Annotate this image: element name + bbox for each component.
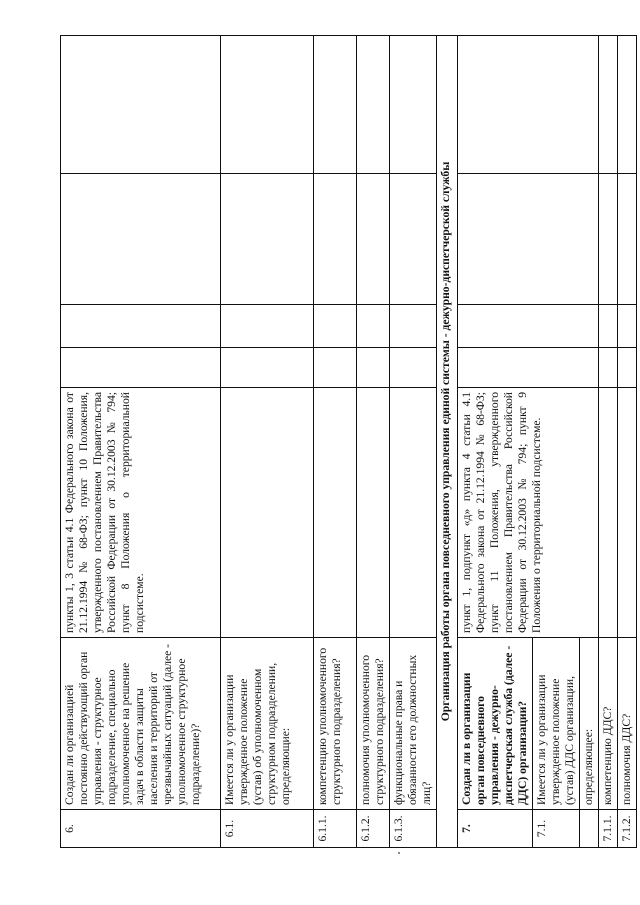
answer-yes-cell [458,348,599,388]
comment-cell [314,36,357,174]
question-cell: Создан ли в организации орган повседневного управления - дежурно-диспетчерская служба (далее - ДДС) организации? [458,638,533,810]
question-cell: Создан ли организацией постоянно действующий орган управления - структурное подразделение, специально уполномоченное на решение задач в области защиты населения и территорий от чрезвычайных ситуаций (далее - уполномоченное структурное подразделение)? [61,638,221,810]
section-row [437,36,458,848]
question-cell: компетенцию уполномоченного структурного подразделения? [314,638,357,810]
answer-no-cell [458,305,599,348]
answer-no-cell [314,305,357,348]
table-row [599,36,618,848]
legal-basis-cell: пункты 1, 3 статьи 4.1 Федерального закона от 21.12.1994 № 68-ФЗ; пункт 10 Положения, утвержденного постановлением Правительства Российской Федерации от 30.12.2003 № 794; пункт 8 Положения о территориальной подсистеме. [61,388,221,638]
table-row [221,36,314,848]
comment-cell [390,36,437,174]
question-cell: полномочия ДДС? [618,638,637,810]
row-number: 6.1.2. [357,810,390,848]
answer-no-cell [390,305,437,348]
question-cell: функциональные права и обязанности его должностных лиц? [390,638,437,810]
not-applicable-cell [61,174,221,305]
row-number: 6.1. [221,810,314,848]
answer-no-cell [618,305,637,348]
legal-basis-cell [618,388,637,638]
table-row [314,36,357,848]
row-number: 6.1.1. [314,810,357,848]
row-number: 7.1.2. [618,810,637,848]
answer-no-cell [357,305,390,348]
row-number: 7. [458,810,533,848]
comment-cell [221,36,314,174]
table-row [61,36,221,848]
not-applicable-cell [390,174,437,305]
legal-basis-cell [599,388,618,638]
answer-yes-cell [61,348,221,388]
answer-no-cell [221,305,314,348]
answer-no-cell [599,305,618,348]
row-number: 6. [61,810,221,848]
table-row [618,36,637,848]
comment-cell [599,36,618,174]
not-applicable-cell [618,174,637,305]
row-number: 6.1.3. [390,810,437,848]
checklist-table [60,35,637,848]
row-number [580,810,599,848]
comment-cell [618,36,637,174]
comment-cell [458,36,599,174]
not-applicable-cell [599,174,618,305]
row-number: 7.1. [533,810,580,848]
legal-basis-cell [390,388,437,638]
question-cell: компетенцию ДДС? [599,638,618,810]
question-cell: определяющее: [580,638,599,810]
answer-yes-cell [618,348,637,388]
not-applicable-cell [357,174,390,305]
legal-basis-cell: пункт 1, подпункт «д» пункта 4 статьи 4.1 Федерального закона от 21.12.1994 № 68-ФЗ; пункт 11 Положения, утвержденного постановлением Правительства Российской Федерации от 30.12.2003 № 794; пункт 9 Положения о территориальной подсистеме. [458,388,599,638]
answer-yes-cell [390,348,437,388]
answer-yes-cell [599,348,618,388]
question-cell: полномочия уполномоченного структурного подразделения? [357,638,390,810]
question-cell: Имеется ли у организации утвержденное положение (устав) об уполномоченном структурном подразделении, определяющие: [221,638,314,810]
scan-speck [398,852,400,854]
table-row [458,36,533,848]
not-applicable-cell [314,174,357,305]
comment-cell [61,36,221,174]
answer-yes-cell [357,348,390,388]
legal-basis-cell [221,388,314,638]
table-row [357,36,390,848]
not-applicable-cell [458,174,599,305]
row-number: 7.1.1. [599,810,618,848]
answer-yes-cell [221,348,314,388]
section-title: Организация работы органа повседневного управления единой системы - дежурно-диспетчерской службы [437,36,458,848]
not-applicable-cell [221,174,314,305]
table-row [390,36,437,848]
answer-no-cell [61,305,221,348]
question-cell: Имеется ли у организации утвержденное положение (устав) ДДС организации, [533,638,580,810]
rotated-page [60,36,633,848]
comment-cell [357,36,390,174]
legal-basis-cell [357,388,390,638]
answer-yes-cell [314,348,357,388]
legal-basis-cell [314,388,357,638]
